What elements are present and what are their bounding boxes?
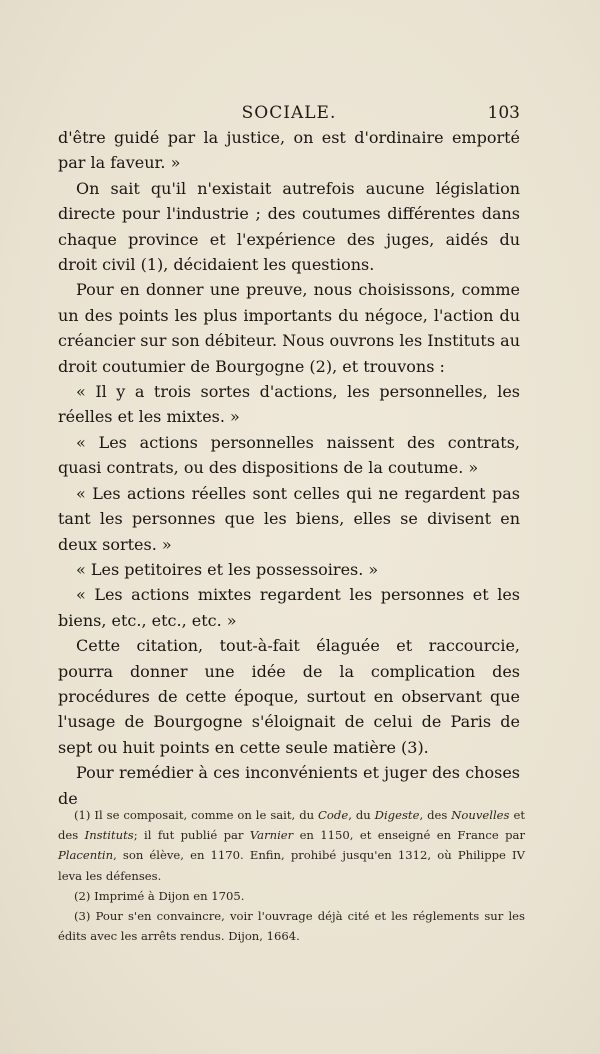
footnote-1-instituts: Instituts [84, 828, 134, 843]
footnote-1-placentin: Placentin [58, 848, 114, 863]
paragraph-5: Pour remédier à ces inconvénients et juger des choses de [58, 763, 520, 808]
page-number: 103 [487, 103, 520, 123]
page-header [58, 103, 520, 125]
paragraph-4: Cette citation, tout-à-fait élaguée et raccourcie, pourra donner une idée de la complication des procédures de cette époque, surtout en observant que l'usage de Bourgogne s'éloignait de celui de Paris de sept ou huit points en cette seule matière (3). [58, 636, 520, 757]
footnote-2: (2) Imprimé à Dijon en 1705. [74, 888, 245, 903]
footnote-1-varnier: Varnier [249, 828, 294, 843]
footnote-1-code: Code [318, 808, 349, 822]
footnote-1-nouvelles: Nouvelles [451, 808, 510, 822]
paragraph-3: Pour en donner une preuve, nous choisissons, comme un des points les plus importants du négoce, l'action du créancier sur son débiteur. Nous ouvrons les Instituts au droit coutumier de Bourgogne (2), et trouvons : [58, 280, 520, 376]
footnote-1-text: et des [58, 808, 525, 843]
paragraph-1: d'être guidé par la justice, on est d'ordinaire emporté par la faveur. » [58, 128, 520, 173]
main-text [58, 125, 520, 811]
quotation-3: « Les actions réelles sont celles qui ne regardent pas tant les personnes que les biens, elles se divisent en deux sortes. » [58, 483, 520, 554]
running-head: SOCIALE. [241, 103, 337, 123]
footnote-1-text: en 1150, et enseigné en France par [293, 828, 525, 843]
quotation-4: « Les petitoires et les possessoires. » [76, 559, 379, 579]
footnote-1-text: , des [419, 808, 452, 822]
quotation-5: « Les actions mixtes regardent les personnes et les biens, etc., etc., etc. » [58, 585, 520, 630]
footnote-3: (3) Pour s'en convaincre, voir l'ouvrage déjà cité et les réglements sur les édits avec les arrêts rendus. Dijon, 1664. [58, 909, 525, 944]
quotation-2: « Les actions personnelles naissent des contrats, quasi contrats, ou des dispositions de la coutume. » [58, 432, 520, 478]
footnote-1-text: (1) Il se composait, comme on le sait, du [74, 808, 319, 822]
footnote-1-digeste: Digeste [374, 808, 420, 822]
footnotes [58, 805, 525, 946]
footnote-1 [58, 805, 525, 886]
quotation-1: « Il y a trois sortes d'actions, les personnelles, les réelles et les mixtes. » [58, 382, 520, 427]
footnote-1-text: , son élève, en 1170. Enfin, prohibé jusqu'en 1312, où Philippe IV leva les défenses. [58, 848, 525, 883]
footnote-1-text: ; il fut publié par [133, 828, 250, 843]
paragraph-2: On sait qu'il n'existait autrefois aucune législation directe pour l'industrie ; des coutumes différentes dans chaque province et l'expérience des juges, aidés du droit civil (1), décidaient les questions. [58, 178, 520, 275]
footnote-1-text: , du [348, 808, 375, 822]
